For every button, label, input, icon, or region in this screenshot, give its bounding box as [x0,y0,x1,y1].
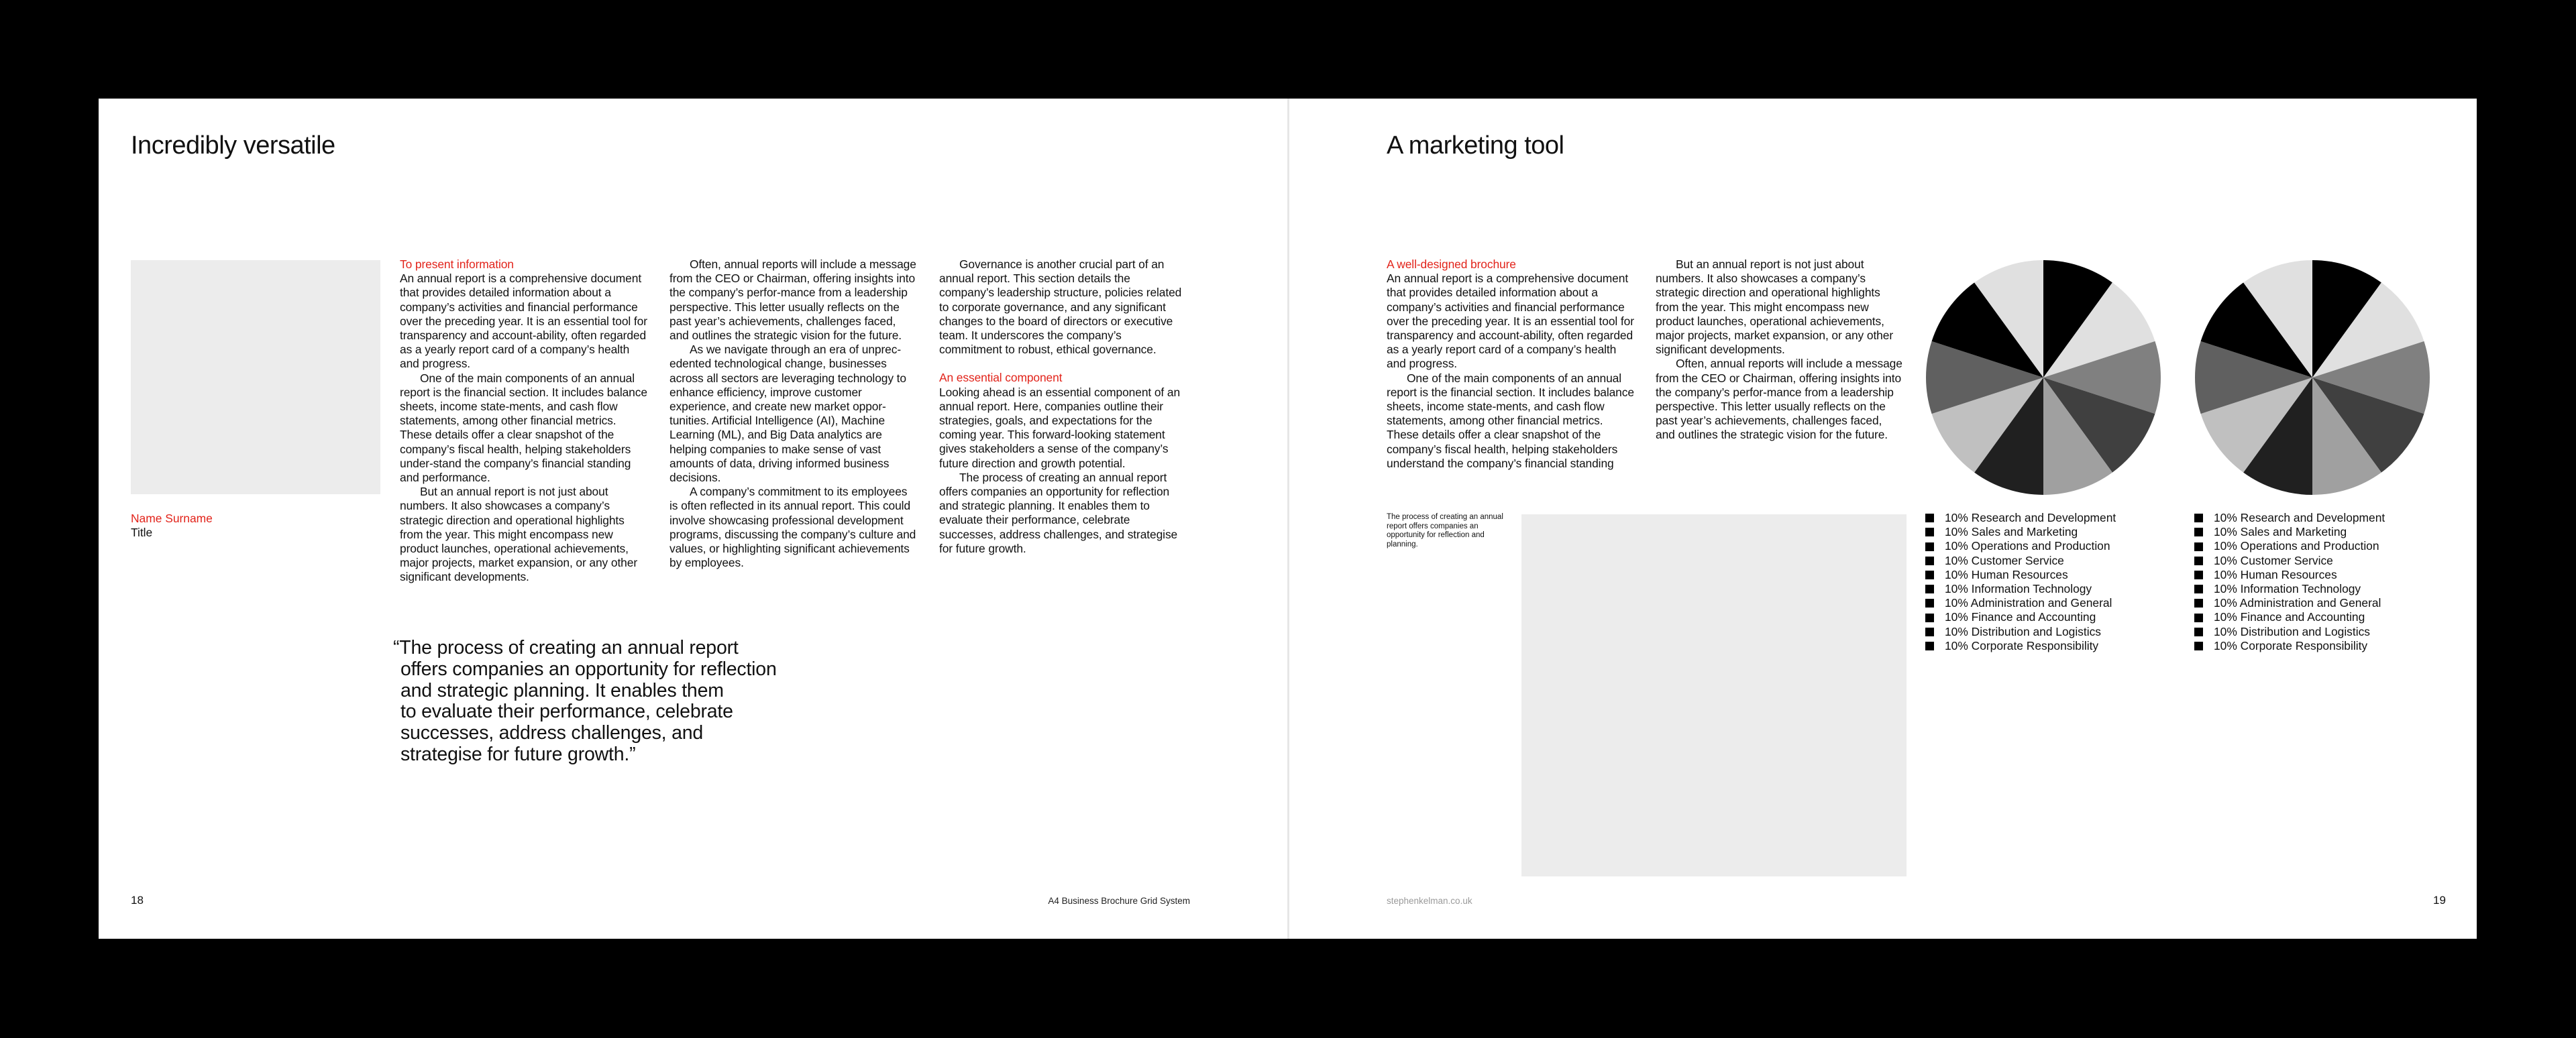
legend-label: 10% Operations and Production [2214,539,2379,553]
page-number-right: 19 [2433,894,2446,907]
quote-line: strategise for future growth.” [400,743,636,765]
legend-label: 10% Information Technology [2214,582,2361,596]
quote-line: offers companies an opportunity for reflection [400,658,777,680]
legend-item [2194,539,2385,553]
legend-label: 10% Research and Development [1945,511,2116,524]
paragraph: Often, annual reports will include a message from the CEO or Chairman, offering insights into the company’s perfor-mance from a leadership perspective. This letter usually reflects on the past year’s achievements, challenges faced, and outlines the strategic vision for the future. [1656,357,1902,442]
legend-swatch-icon [1925,557,1934,565]
legend-label: 10% Finance and Accounting [1945,610,2096,624]
paragraph: Looking ahead is an essential component of an annual report. Here, companies outline their strategies, goals, and expectations for the coming year. This forward-looking statement gives stakeholders a sense of the company’s future direction and growth potential. [939,385,1181,470]
paragraph: An annual report is a comprehensive document that provides detailed information about a company’s activities and financial performance over the preceding year. It is an essential tool for transparency and account-ability, often regarded as a yearly report card of a company’s health and progress. [1387,272,1634,371]
legend-item [2194,525,2385,539]
image-placeholder [1521,514,1907,876]
profile-name: Name Surname [131,512,213,525]
legend-item [2194,625,2385,639]
paragraph: But an annual report is not just about numbers. It also showcases a company’s strategic direction and operational highlights from the year. This might encompass new product launches, operational achievements, major projects, market expansion, or any other significant developments. [400,485,638,584]
legend-swatch-icon [1925,528,1934,536]
legend-label: 10% Administration and General [2214,596,2381,610]
legend-swatch-icon [1925,514,1934,522]
left-page-title: Incredibly versatile [131,131,335,160]
legend-label: 10% Finance and Accounting [2214,610,2365,624]
left-column-3 [939,257,1187,556]
legend-label: 10% Sales and Marketing [1945,525,2078,539]
legend-label: 10% Distribution and Logistics [1945,624,2101,638]
pie-chart-1 [1925,260,2161,496]
legend-label: 10% Customer Service [1945,553,2064,567]
profile-title: Title [131,526,153,539]
quote-line: to evaluate their performance, celebrate [400,701,733,723]
legend-swatch-icon [2194,571,2203,579]
legend-item [1925,625,2116,639]
legend-swatch-icon [2194,628,2203,636]
profile [131,512,213,540]
paragraph: An annual report is a comprehensive document that provides detailed information about a company’s activities and financial performance over the preceding year. It is an essential tool for transparency and account-ability, often regarded as a yearly report card of a company’s health and progress. [400,272,647,371]
legend-item [2194,554,2385,568]
legend-label: 10% Research and Development [2214,511,2385,524]
legend-swatch-icon [1925,642,1934,650]
legend-label: 10% Information Technology [1945,582,2092,596]
section-heading: To present information [400,257,514,271]
legend-item [1925,596,2116,610]
legend-swatch-icon [2194,599,2203,608]
quote-line: and strategic planning. It enables them [400,679,724,701]
section-heading: A well-designed brochure [1387,257,1516,271]
legend-swatch-icon [1925,571,1934,579]
legend-swatch-icon [1925,614,1934,622]
paragraph: One of the main components of an annual report is the financial section. It includes balance sheets, income state-ments, and cash flow statements, among other financial metrics. These details offer a clear snapshot of the company’s fiscal health, helping stakeholders under-stand the company’s financial standing and performance. [400,371,647,485]
legend-swatch-icon [2194,528,2203,536]
right-column-2 [1656,257,1904,443]
image-caption: The process of creating an annual report offers companies an opportunity for reflection and planning. [1387,513,1503,549]
legend-swatch-icon [1925,599,1934,608]
legend-item [2194,639,2385,653]
quote-line: “The process of creating an annual report [393,637,739,658]
legend-item [2194,511,2385,525]
paragraph: A company’s commitment to its employees is often reflected in its annual report. This could involve showcasing professional development programs, discussing the company’s culture and values, or highlighting significant achievements by employees. [669,485,916,570]
paragraph: Governance is another crucial part of an annual report. This section details the company’s leadership structure, policies related to corporate governance, and any significant changes to the board of directors or executive team. It underscores the company’s commitment to robust, ethical governance. [939,257,1182,357]
legend-label: 10% Sales and Marketing [2214,525,2347,539]
pull-quote [393,638,809,766]
legend-item [1925,639,2116,653]
page-number-left: 18 [131,894,144,907]
legend-swatch-icon [2194,514,2203,522]
legend-swatch-icon [2194,642,2203,650]
legend-swatch-icon [2194,542,2203,551]
legend-swatch-icon [2194,557,2203,565]
legend-swatch-icon [2194,614,2203,622]
legend-item [1925,511,2116,525]
paragraph: But an annual report is not just about numbers. It also showcases a company’s strategic direction and operational highlights from the year. This might encompass new product launches, operational achievements, major projects, market expansion, or any other significant developments. [1656,257,1894,357]
legend-label: 10% Operations and Production [1945,539,2110,553]
pie-chart-2-legend [2194,511,2385,653]
document-name: A4 Business Brochure Grid System [1048,896,1190,906]
legend-item [1925,554,2116,568]
legend-label: 10% Customer Service [2214,553,2333,567]
paragraph: One of the main components of an annual report is the financial section. It includes balance sheets, income state-ments, and cash flow statements, among other financial metrics. These details offer a clear snapshot of the company’s fiscal health, helping stakeholders understand the company’s financial standing [1387,371,1634,470]
legend-label: 10% Human Resources [1945,567,2068,581]
legend-item [1925,525,2116,539]
legend-item [1925,568,2116,582]
legend-label: 10% Human Resources [2214,567,2337,581]
quote-line: successes, address challenges, and [400,722,704,744]
legend-item [1925,610,2116,624]
legend-item [2194,596,2385,610]
legend-label: 10% Administration and General [1945,596,2112,610]
legend-label: 10% Corporate Responsibility [1945,638,2099,652]
image-placeholder [131,260,380,494]
legend-item [1925,539,2116,553]
legend-swatch-icon [1925,542,1934,551]
legend-item [1925,582,2116,596]
legend-swatch-icon [2194,585,2203,593]
right-column-1 [1387,257,1635,471]
legend-label: 10% Distribution and Logistics [2214,624,2370,638]
legend-item [2194,610,2385,624]
left-column-2 [669,257,918,570]
paragraph: The process of creating an annual report offers companies an opportunity for reflection and strategic planning. It enables them to evaluate their performance, celebrate successes, address challenges, and strategise for future growth. [939,470,1178,555]
legend-swatch-icon [1925,585,1934,593]
legend-swatch-icon [1925,628,1934,636]
left-column-1 [400,257,648,585]
legend-item [2194,568,2385,582]
paragraph: Often, annual reports will include a message from the CEO or Chairman, offering insights into the company’s perfor-mance from a leadership perspective. This letter usually reflects on the past year’s achievements, challenges faced, and outlines the strategic vision for the future. [669,257,916,343]
paragraph: As we navigate through an era of unprec-edented technological change, businesses across all sectors are leveraging technology to enhance efficiency, improve customer experience, and create new market oppor-tunities. Artificial Intelligence (AI), Machine Learning (ML), and Big Data analytics are helping companies to make sense of vast amounts of data, driving informed business decisions. [669,343,906,485]
legend-label: 10% Corporate Responsibility [2214,638,2368,652]
section-heading: An essential component [939,371,1063,385]
legend-item [2194,582,2385,596]
pie-chart-1-legend [1925,511,2116,653]
pie-chart-2 [2194,260,2430,496]
right-page-title: A marketing tool [1387,131,1564,160]
website-link[interactable]: stephenkelman.co.uk [1387,896,1472,906]
